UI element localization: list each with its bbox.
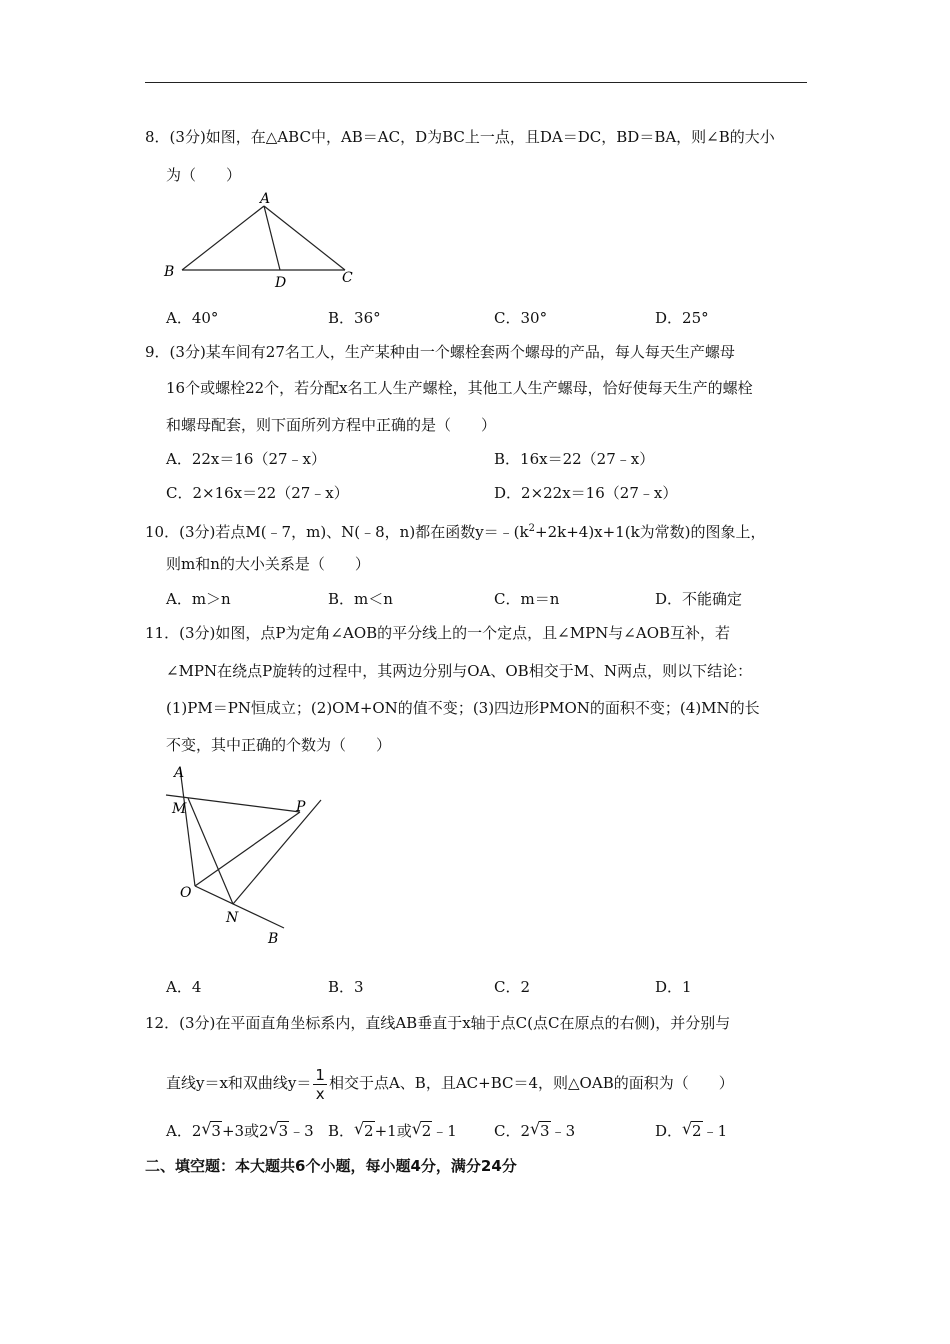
- q12-text-line1: 12．(3分)在平面直角坐标系内，直线AB垂直于x轴于点C(点C在原点的右侧)，并分别与: [145, 1014, 731, 1032]
- q11-option-c[interactable]: C．2: [494, 978, 531, 996]
- q8-label-B: B: [164, 264, 175, 280]
- sqrt-icon: √ 2: [354, 1119, 374, 1140]
- q9-text-line2: 16个或螺栓22个，若分配x名工人生产螺栓，其他工人生产螺母，恰好使每天生产的螺栓: [166, 379, 753, 397]
- q12-option-c-prefix: C．2: [494, 1122, 531, 1140]
- q8-segment-AD: [264, 206, 280, 270]
- q12-option-d-suffix: ﹣1: [702, 1122, 728, 1140]
- q12-option-b-mid: +1或: [374, 1122, 412, 1140]
- q9-option-b[interactable]: B．16x＝22（27﹣x）: [494, 450, 655, 468]
- q11-text-line1: 11．(3分)如图，点P为定角∠AOB的平分线上的一个定点，且∠MPN与∠AOB互补，若: [145, 624, 731, 642]
- q12-fraction: [313, 1066, 327, 1103]
- header-rule: [145, 82, 807, 83]
- q11-segment-OP: [195, 812, 300, 886]
- q10-text-line1: [145, 519, 766, 542]
- q11-segment-MN: [188, 798, 233, 904]
- q11-ray-OB: [195, 886, 284, 928]
- q10-option-b[interactable]: B．m＜n: [328, 590, 393, 608]
- q8-text-line1: 8．(3分)如图，在△ABC中，AB＝AC，D为BC上一点，且DA＝DC，BD＝BA，则∠B的大小: [145, 128, 775, 146]
- q12-option-a-prefix: A．2: [166, 1122, 202, 1140]
- q8-label-C: C: [342, 270, 353, 286]
- q8-option-b[interactable]: B．36°: [328, 309, 381, 327]
- q11-label-P: P: [296, 799, 306, 815]
- q9-option-a[interactable]: A．22x＝16（27﹣x）: [166, 450, 327, 468]
- q10-superscript: 2: [528, 523, 535, 534]
- q9-option-c[interactable]: C．2×16x＝22（27﹣x）: [166, 484, 349, 502]
- q12-text-line2: [166, 1064, 734, 1103]
- q12-option-a-mid: +3或2: [221, 1122, 269, 1140]
- q8-label-A: A: [260, 191, 271, 207]
- q11-label-M: M: [172, 801, 187, 817]
- q8-option-a[interactable]: A．40°: [166, 309, 219, 327]
- q11-option-d[interactable]: D．1: [655, 978, 692, 996]
- sqrt-icon: √ 3: [201, 1119, 221, 1140]
- q12-option-b-radicand2: 2: [421, 1122, 432, 1140]
- q11-line-NP: [233, 800, 321, 904]
- sqrt-icon: √ 2: [411, 1119, 432, 1140]
- q12-option-c[interactable]: [494, 1121, 575, 1141]
- q12-option-c-radicand: 3: [540, 1122, 550, 1140]
- q10-text-line2: 则m和n的大小关系是（ ）: [166, 555, 370, 573]
- q11-option-a[interactable]: A．4: [166, 978, 202, 996]
- q12-option-a[interactable]: [166, 1121, 314, 1141]
- q10-option-a[interactable]: A．m＞n: [166, 590, 231, 608]
- q12-option-d[interactable]: [655, 1121, 727, 1141]
- q11-label-N: N: [226, 910, 239, 926]
- q11-text-line4: 不变，其中正确的个数为（ ）: [166, 736, 392, 754]
- q8-triangle-figure: [160, 190, 360, 290]
- q8-option-c[interactable]: C．30°: [494, 309, 548, 327]
- sqrt-icon: √ 2: [682, 1119, 702, 1140]
- q12-fraction-numerator: 1: [315, 1065, 325, 1084]
- q12-text-part2: 相交于点A、B，且AC+BC＝4，则△OAB的面积为（ ）: [328, 1074, 734, 1092]
- q11-angle-figure: [160, 760, 340, 950]
- q12-option-a-suffix: ﹣3: [289, 1122, 314, 1140]
- q9-text-line3: 和螺母配套，则下面所列方程中正确的是（ ）: [166, 416, 497, 434]
- q11-label-A: A: [174, 765, 185, 781]
- q8-option-d[interactable]: D．25°: [655, 309, 709, 327]
- q11-text-line2: ∠MPN在绕点P旋转的过程中，其两边分别与OA、OB相交于M、N两点，则以下结论：: [166, 662, 753, 680]
- q11-option-b[interactable]: B．3: [328, 978, 364, 996]
- section-heading-fill-in: 二、填空题：本大题共6个小题，每小题4分，满分24分: [145, 1157, 517, 1175]
- q10-text-part2: +2k+4)x+1(k为常数)的图象上，: [535, 523, 766, 541]
- q12-option-c-suffix: ﹣3: [550, 1122, 576, 1140]
- sqrt-icon: √ 3: [530, 1119, 550, 1140]
- q11-text-line3: (1)PM＝PN恒成立；(2)OM+ON的值不变；(3)四边形PMON的面积不变；(4)MN的长: [166, 699, 760, 717]
- q12-option-d-prefix: D．: [655, 1122, 683, 1140]
- sqrt-icon: √ 3: [268, 1119, 289, 1140]
- q12-option-d-radicand: 2: [692, 1122, 702, 1140]
- q12-option-b-radicand1: 2: [364, 1122, 374, 1140]
- q12-fraction-denominator: x: [315, 1084, 325, 1103]
- q10-text-part1: 10．(3分)若点M(﹣7，m)、N(﹣8，n)都在函数y＝﹣(k: [145, 523, 529, 541]
- q10-option-c[interactable]: C．m＝n: [494, 590, 560, 608]
- q12-option-b[interactable]: [328, 1121, 457, 1141]
- q11-label-O: O: [180, 885, 192, 901]
- q10-option-d[interactable]: D．不能确定: [655, 590, 743, 608]
- q9-text-line1: 9．(3分)某车间有27名工人，生产某种由一个螺栓套两个螺母的产品，每人每天生产螺母: [145, 343, 735, 361]
- q12-text-part1: 直线y＝x和双曲线y＝: [166, 1074, 312, 1092]
- q8-segment-BA: [182, 206, 264, 270]
- q12-option-a-radicand1: 3: [211, 1122, 221, 1140]
- q8-label-D: D: [275, 275, 287, 290]
- q12-option-b-prefix: B．: [328, 1122, 355, 1140]
- q11-ray-OA: [180, 768, 195, 886]
- q8-text-line2: 为（ ）: [166, 166, 242, 184]
- q8-segment-AC: [264, 206, 345, 270]
- q11-label-B: B: [268, 931, 279, 947]
- q9-option-d[interactable]: D．2×22x＝16（27﹣x）: [494, 484, 678, 502]
- q12-option-a-radicand2: 3: [278, 1122, 289, 1140]
- q12-option-b-suffix: ﹣1: [432, 1122, 457, 1140]
